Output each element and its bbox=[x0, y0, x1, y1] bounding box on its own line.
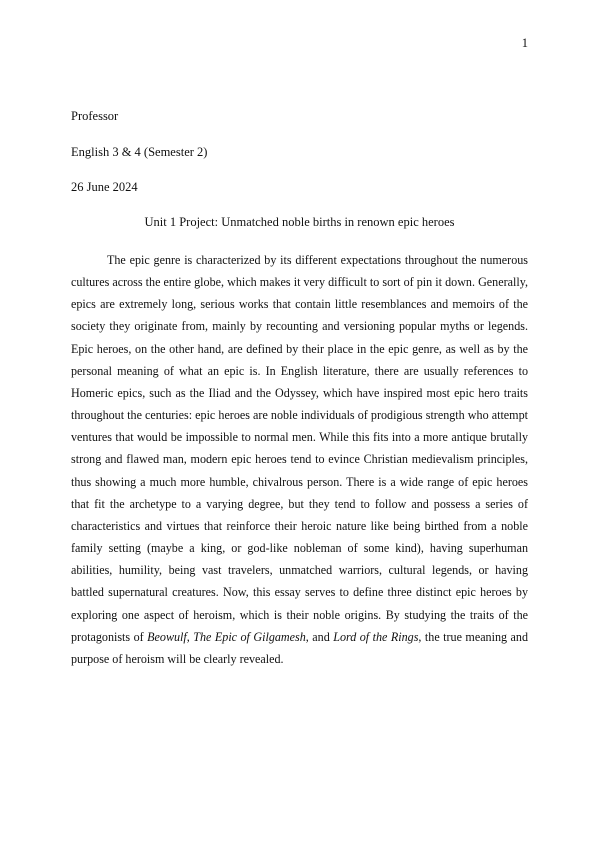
paragraph-text-main: The epic genre is characterized by its different expectations throughout the numerous cultures across the entire globe, which makes it very difficult to sort of pin it down. Generally, epics are extremely long, serious works that contain little resemblances and memoirs of the society they originate from, mainly by recounting and versioning popular myths or legends. Epic heroes, on the other hand, are defined by their place in the epic genre, as well as by the personal meaning of what an epic is. In English literature, there are usually references to Homeric epics, such as the Iliad and the Odyssey, which have inspired most epic hero traits throughout the centuries: epic heroes are noble individuals of prodigious strength who attempt ventures that would be impossible to normal men. While this fits into a more antique brutally strong and flawed man, modern epic heroes tend to evince Christian medievalism principles, thus showing a much more humble, chivalrous person. There is a wide range of epic heroes that fit the archetype to a varying degree, but they tend to follow and possess a series of characteristics and virtues that reinforce their heroic nature like being birthed from a noble family setting (maybe a king, or god-like nobleman of some kind), having superhuman abilities, humility, being vast travelers, unmatched warriors, cultural legends, or having battled supernatural creatures. Now, this essay serves to define three distinct epic heroes by exploring one aspect of heroism, which is their noble origins. By studying the traits of the protagonists of bbox=[71, 253, 528, 644]
paragraph-separator: , and bbox=[305, 629, 334, 644]
body-paragraph bbox=[71, 249, 528, 670]
paragraph-separator: , bbox=[186, 629, 194, 644]
heading-block bbox=[71, 107, 207, 214]
paragraph-text-end: , the true meaning and purpose of heroism will be clearly revealed. bbox=[71, 629, 528, 666]
work-title-lord-of-the-rings: Lord of the Rings bbox=[333, 629, 419, 644]
course-line: English 3 & 4 (Semester 2) bbox=[71, 144, 208, 159]
professor-line: Professor bbox=[71, 109, 119, 123]
work-title-gilgamesh: The Epic of Gilgamesh bbox=[193, 629, 306, 644]
page-number: 1 bbox=[521, 36, 528, 50]
work-title-beowulf: Beowulf bbox=[147, 629, 187, 644]
date-line: 26 June 2024 bbox=[71, 180, 138, 194]
essay-title: Unit 1 Project: Unmatched noble births in renown epic heroes bbox=[144, 215, 455, 229]
